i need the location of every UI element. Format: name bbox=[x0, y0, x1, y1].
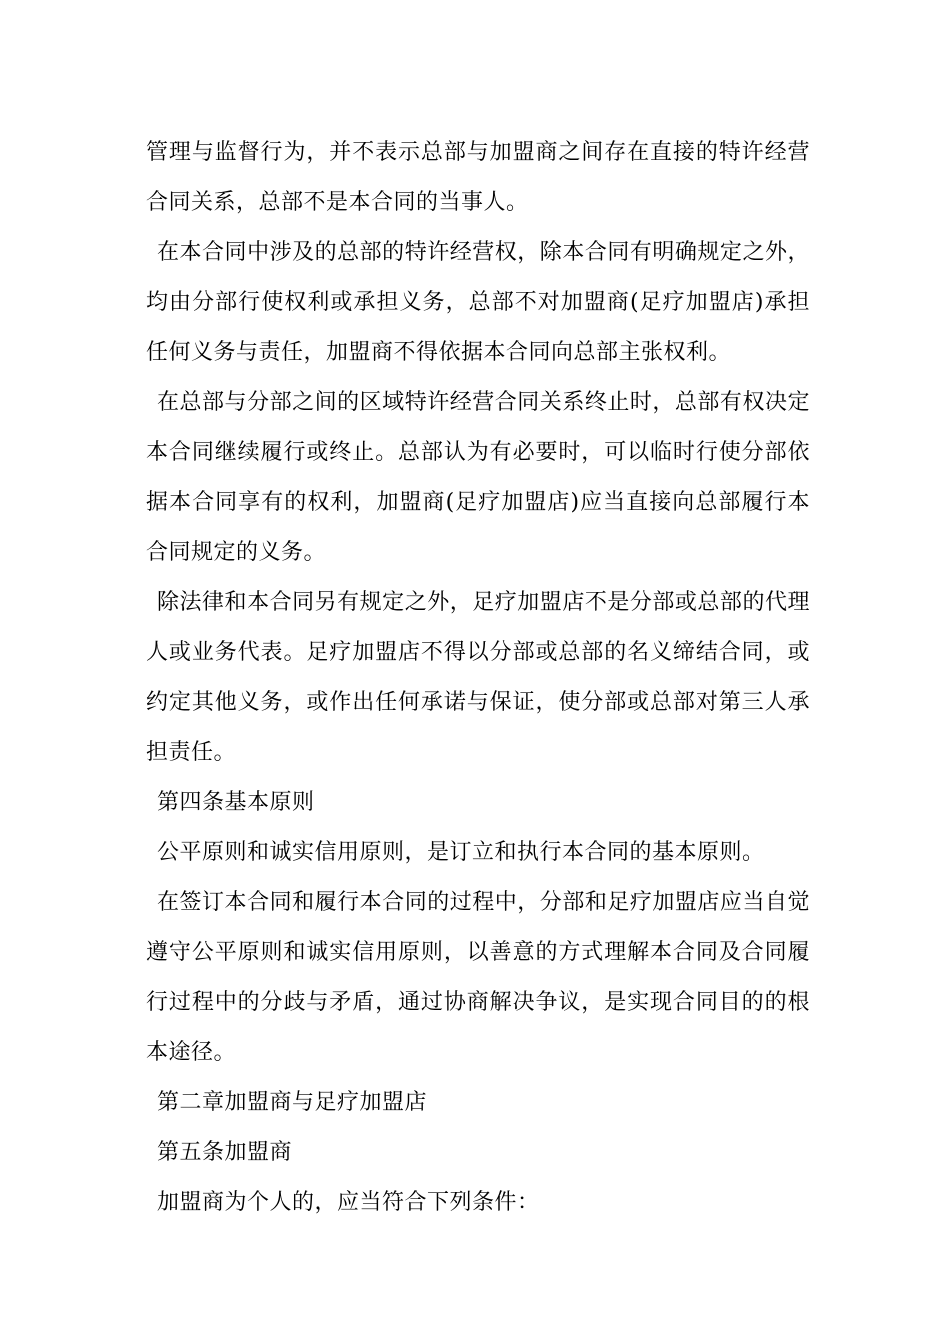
paragraph-4: 除法律和本合同另有规定之外，足疗加盟店不是分部或总部的代理人或业务代表。足疗加盟店不得以分部或总部的名义缔结合同，或约定其他义务，或作出任何承诺与保证，使分部或总部对第三人承担责任。 bbox=[146, 590, 810, 765]
document-body bbox=[146, 128, 810, 1228]
paragraph-7: 加盟商为个人的，应当符合下列条件： bbox=[157, 1190, 540, 1215]
paragraph-5: 公平原则和诚实信用原则，是订立和执行本合同的基本原则。 bbox=[157, 840, 765, 865]
paragraph-1: 管理与监督行为，并不表示总部与加盟商之间存在直接的特许经营合同关系，总部不是本合同的当事人。 bbox=[146, 140, 810, 215]
paragraph-2: 在本合同中涉及的总部的特许经营权，除本合同有明确规定之外，均由分部行使权利或承担义务，总部不对加盟商(足疗加盟店)承担任何义务与责任，加盟商不得依据本合同向总部主张权利。 bbox=[146, 240, 810, 365]
article-heading-5: 第五条加盟商 bbox=[157, 1140, 293, 1165]
article-heading-4: 第四条基本原则 bbox=[157, 790, 315, 815]
chapter-heading-2: 第二章加盟商与足疗加盟店 bbox=[157, 1090, 428, 1115]
paragraph-3: 在总部与分部之间的区域特许经营合同关系终止时，总部有权决定本合同继续履行或终止。总部认为有必要时，可以临时行使分部依据本合同享有的权利，加盟商(足疗加盟店)应当直接向总部履行本合同规定的义务。 bbox=[146, 390, 810, 565]
paragraph-6: 在签订本合同和履行本合同的过程中，分部和足疗加盟店应当自觉遵守公平原则和诚实信用原则，以善意的方式理解本合同及合同履行过程中的分歧与矛盾，通过协商解决争议，是实现合同目的的根本途径。 bbox=[146, 890, 810, 1065]
